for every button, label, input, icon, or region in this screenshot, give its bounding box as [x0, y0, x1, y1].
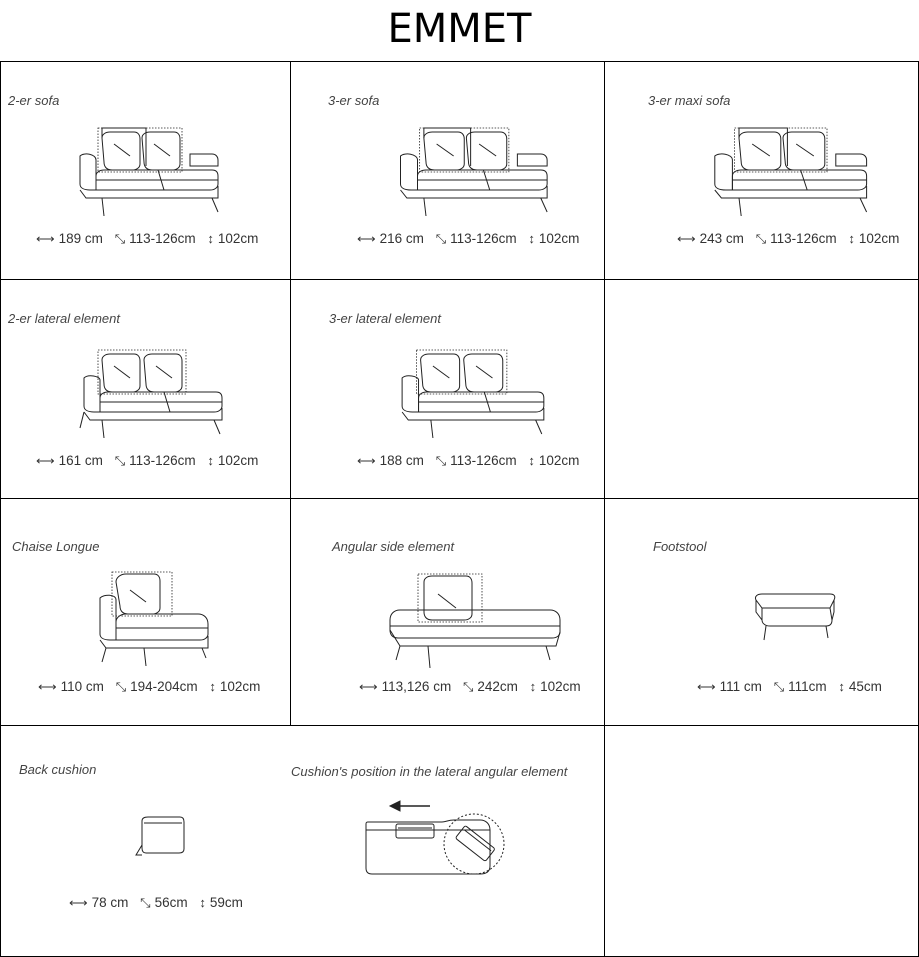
depth-icon: ⤡ — [435, 231, 447, 246]
height-value: 102cm — [858, 231, 900, 246]
product-label: 3-er maxi sofa — [648, 93, 731, 108]
height-icon: ↕ — [199, 895, 206, 910]
depth-value: 194-204cm — [130, 679, 198, 694]
grid-border-left — [0, 61, 1, 957]
height-value: 102cm — [217, 453, 259, 468]
grid-row-line-1 — [0, 279, 919, 280]
height-icon: ↕ — [207, 453, 214, 468]
depth-value: 113-126cm — [129, 231, 196, 246]
product-dimensions — [36, 453, 258, 469]
width-value: 216 cm — [379, 231, 424, 246]
product-label: 3-er lateral element — [329, 311, 441, 326]
grid-col-line-2 — [604, 61, 605, 957]
width-icon: ⟷ — [677, 231, 696, 246]
angular-element-icon — [386, 574, 564, 670]
depth-icon: ⤡ — [773, 679, 785, 694]
width-value: 189 cm — [58, 231, 103, 246]
chaise-longue-icon — [98, 572, 214, 668]
width-value: 113,126 cm — [381, 679, 452, 694]
width-icon: ⟷ — [357, 453, 376, 468]
width-value: 161 cm — [58, 453, 103, 468]
two-seat-sofa-icon — [72, 126, 232, 221]
height-value: 102cm — [538, 453, 580, 468]
height-icon: ↕ — [848, 231, 855, 246]
depth-icon: ⤡ — [114, 453, 126, 468]
width-value: 243 cm — [699, 231, 744, 246]
depth-value: 113-126cm — [450, 231, 517, 246]
height-icon: ↕ — [207, 231, 214, 246]
depth-icon: ⤡ — [114, 231, 126, 246]
product-dimensions — [69, 895, 243, 911]
depth-icon: ⤡ — [462, 679, 474, 694]
height-value: 102cm — [538, 231, 580, 246]
height-icon: ↕ — [528, 453, 535, 468]
height-value: 59cm — [209, 895, 243, 910]
grid-border-top — [0, 61, 919, 62]
three-seat-lateral-icon — [398, 348, 550, 443]
depth-value: 56cm — [154, 895, 188, 910]
footstool-icon — [754, 592, 838, 648]
product-label: 2-er sofa — [8, 93, 60, 108]
width-value: 111 cm — [719, 679, 762, 694]
product-label: Angular side element — [332, 539, 455, 554]
width-icon: ⟷ — [69, 895, 88, 910]
product-dimensions — [36, 231, 258, 247]
product-dimensions — [359, 679, 581, 695]
product-label: 3-er sofa — [328, 93, 380, 108]
product-label: Chaise Longue — [12, 539, 100, 554]
product-dimensions — [697, 679, 882, 695]
height-value: 102cm — [219, 679, 261, 694]
depth-icon: ⤡ — [140, 895, 151, 910]
depth-value: 113-126cm — [129, 453, 196, 468]
depth-value: 113-126cm — [770, 231, 837, 246]
cushion-position-label: Cushion's position in the lateral angular element — [291, 764, 568, 779]
depth-value: 111cm — [788, 679, 827, 694]
depth-value: 113-126cm — [450, 453, 517, 468]
page-title: EMMET — [387, 6, 532, 52]
depth-value: 242cm — [477, 679, 518, 694]
width-icon: ⟷ — [697, 679, 716, 694]
cushion-position-diagram-icon — [362, 800, 510, 882]
depth-icon: ⤡ — [755, 231, 767, 246]
height-value: 45cm — [848, 679, 882, 694]
height-icon: ↕ — [209, 679, 216, 694]
width-value: 188 cm — [379, 453, 424, 468]
width-icon: ⟷ — [36, 231, 55, 246]
depth-icon: ⤡ — [115, 679, 127, 694]
height-icon: ↕ — [838, 679, 845, 694]
product-label: 2-er lateral element — [8, 311, 120, 326]
product-dimensions — [357, 453, 579, 469]
height-icon: ↕ — [528, 231, 535, 246]
product-label: Back cushion — [19, 762, 97, 777]
height-icon: ↕ — [529, 679, 537, 694]
depth-icon: ⤡ — [435, 453, 447, 468]
width-icon: ⟷ — [357, 231, 376, 246]
grid-row-line-2 — [0, 498, 919, 499]
height-value: 102cm — [217, 231, 259, 246]
back-cushion-icon — [132, 815, 188, 859]
grid-col-line-1 — [290, 61, 291, 725]
height-value: 102cm — [540, 679, 581, 694]
three-seat-sofa-icon — [392, 126, 562, 221]
product-label: Footstool — [653, 539, 707, 554]
maxi-sofa-icon — [706, 126, 882, 221]
product-dimensions — [677, 231, 899, 247]
width-value: 110 cm — [60, 679, 104, 694]
width-value: 78 cm — [91, 895, 129, 910]
width-icon: ⟷ — [359, 679, 378, 694]
product-dimensions — [357, 231, 579, 247]
two-seat-lateral-icon — [80, 348, 228, 443]
width-icon: ⟷ — [38, 679, 57, 694]
grid-row-line-3 — [0, 725, 919, 726]
width-icon: ⟷ — [36, 453, 55, 468]
product-dimensions — [38, 679, 260, 695]
